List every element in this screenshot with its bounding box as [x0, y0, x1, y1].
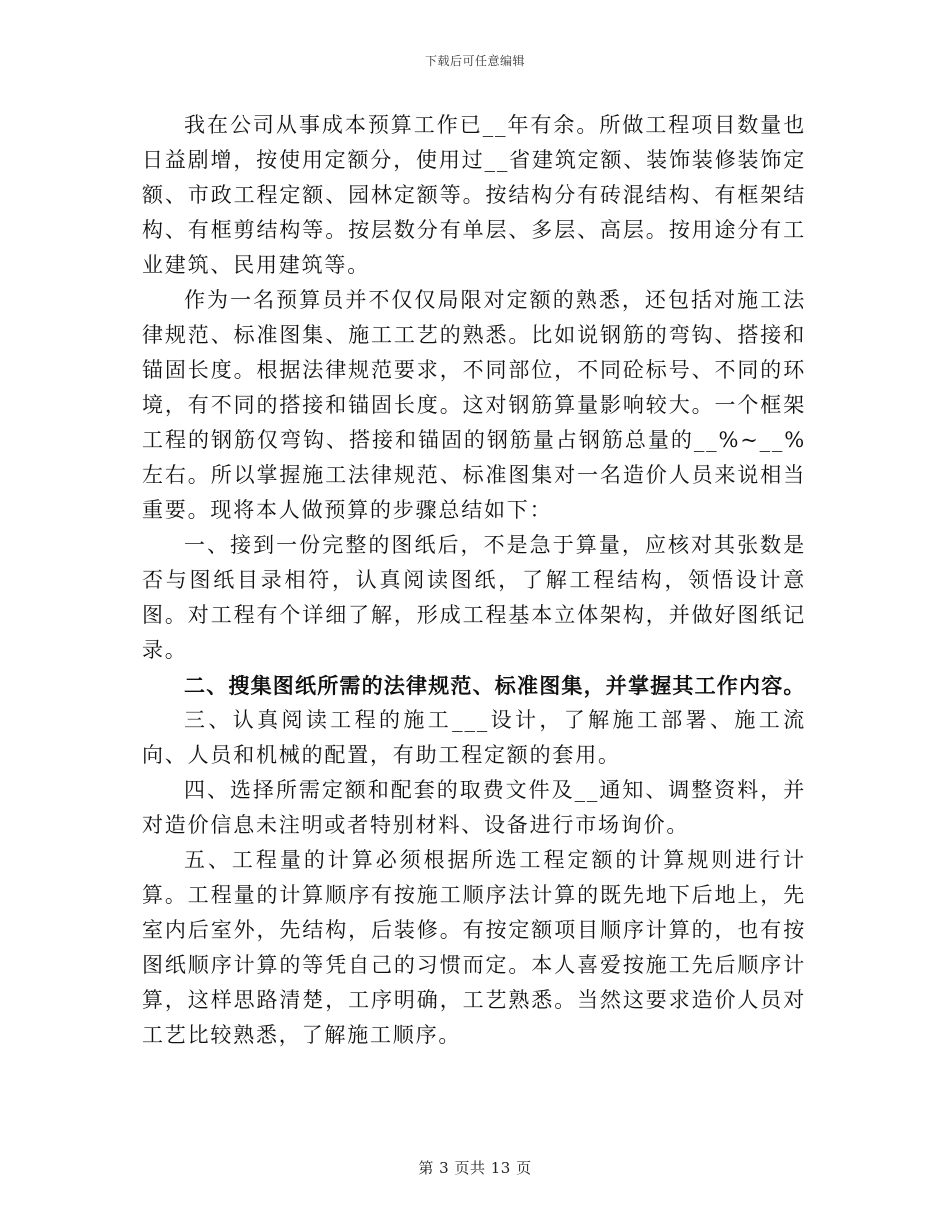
paragraph-3: 一、接到一份完整的图纸后，不是急于算量，应核对其张数是否与图纸目录相符，认真阅读图纸，了解工程结构，领悟设计意图。对工程有个详细了解，形成工程基本立体架构，并做好图纸记录。: [142, 533, 806, 662]
paragraph-6: 四、选择所需定额和配套的取费文件及__通知、调整资料，并对造价信息未注明或者特别材料、设备进行市场询价。: [142, 778, 806, 837]
paragraph-5: 三、认真阅读工程的施工___设计，了解施工部署、施工流向、人员和机械的配置，有助工程定额的套用。: [142, 708, 806, 767]
document-body: [142, 108, 806, 1053]
paragraph-1: 我在公司从事成本预算工作已__年有余。所做工程项目数量也日益剧增，按使用定额分，使用过__省建筑定额、装饰装修装饰定额、市政工程定额、园林定额等。按结构分有砖混结构、有框架结构、有框剪结构等。按层数分有单层、多层、高层。按用途分有工业建筑、民用建筑等。: [142, 113, 806, 277]
paragraph-7: 五、工程量的计算必须根据所选工程定额的计算规则进行计算。工程量的计算顺序有按施工顺序法计算的既先地下后地上，先室内后室外，先结构，后装修。有按定额项目顺序计算的，也有按图纸顺序计算的等凭自己的习惯而定。本人喜爱按施工先后顺序计算，这样思路清楚，工序明确，工艺熟悉。当然这要求造价人员对工艺比较熟悉，了解施工顺序。: [142, 848, 806, 1047]
header-note: 下载后可任意编辑: [424, 54, 525, 68]
page-number: 第 3 页共 13 页: [418, 1159, 532, 1177]
paragraph-4-heading: 二、搜集图纸所需的法律规范、标准图集，并掌握其工作内容。: [184, 673, 806, 698]
paragraph-2: 作为一名预算员并不仅仅局限对定额的熟悉，还包括对施工法律规范、标准图集、施工工艺的熟悉。比如说钢筋的弯钩、搭接和锚固长度。根据法律规范要求，不同部位，不同砼标号、不同的环境，有不同的搭接和锚固长度。这对钢筋算量影响较大。一个框架工程的钢筋仅弯钩、搭接和锚固的钢筋量占钢筋总量的__%~__%左右。所以掌握施工法律规范、标准图集对一名造价人员来说相当重要。现将本人做预算的步骤总结如下：: [142, 288, 806, 522]
